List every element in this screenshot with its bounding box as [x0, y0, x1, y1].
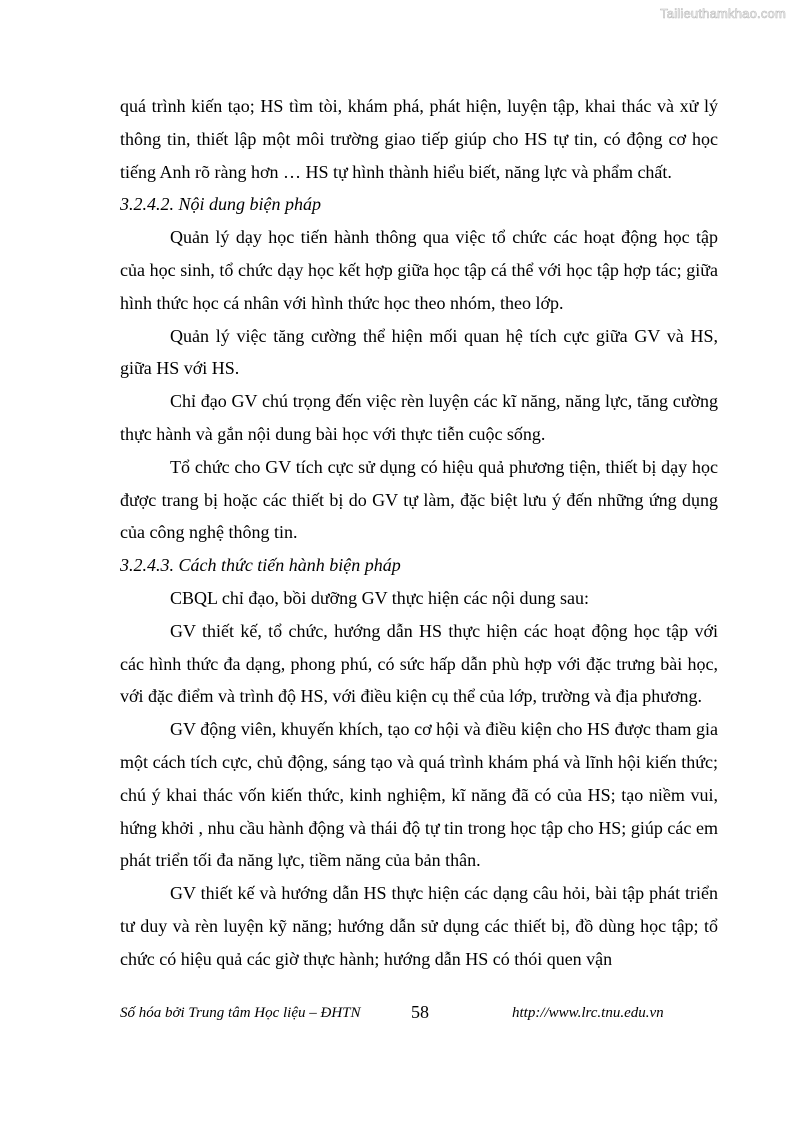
paragraph: GV thiết kế, tổ chức, hướng dẫn HS thực hiện các hoạt động học tập với các hình thức đa dạng, phong phú, có sức hấp dẫn phù hợp với đặc trưng bài học, với đặc điểm và trình độ HS, với điều kiện cụ thể của lớp, trường và địa phương. — [120, 620, 718, 707]
paragraph: Chỉ đạo GV chú trọng đến việc rèn luyện các kĩ năng, năng lực, tăng cường thực hành và gắn nội dung bài học với thực tiễn cuộc sống. — [120, 391, 718, 444]
paragraph: Quản lý dạy học tiến hành thông qua việc tổ chức các hoạt động học tập của học sinh, tổ chức dạy học kết hợp giữa học tập cá thể với học tập hợp tác; giữa hình thức học cá nhân với hình thức học theo nhóm, theo lớp. — [120, 227, 718, 313]
paragraph: CBQL chỉ đạo, bồi dưỡng GV thực hiện các nội dung sau: — [170, 587, 589, 608]
watermark-text: Tailieuthamkhao.com — [660, 6, 786, 21]
section-heading-3-2-4-3: 3.2.4.3. Cách thức tiến hành biện pháp — [120, 555, 401, 576]
footer-url: http://www.lrc.tnu.edu.vn — [512, 1005, 664, 1021]
paragraph: Tổ chức cho GV tích cực sử dụng có hiệu quả phương tiện, thiết bị dạy học được trang bị hoặc các thiết bị do GV tự làm, đặc biệt lưu ý đến những ứng dụng của công nghệ thông tin. — [120, 456, 718, 543]
page-number: 58 — [411, 1002, 429, 1022]
page-footer — [0, 1002, 794, 1026]
page-content — [120, 90, 718, 976]
paragraph: Quản lý việc tăng cường thể hiện mối quan hệ tích cực giữa GV và HS, giữa HS với HS. — [120, 325, 718, 379]
footer-digitized-by: Số hóa bởi Trung tâm Học liệu – ĐHTN — [120, 1005, 361, 1021]
section-heading-3-2-4-2: 3.2.4.2. Nội dung biện pháp — [120, 194, 321, 215]
paragraph: GV thiết kế và hướng dẫn HS thực hiện các dạng câu hỏi, bài tập phát triển tư duy và rèn luyện kỹ năng; hướng dẫn sử dụng các thiết bị, đồ dùng học tập; tổ chức có hiệu quả các giờ thực hành; hướng dẫn HS có thói quen vận — [120, 883, 718, 969]
paragraph: GV động viên, khuyến khích, tạo cơ hội và điều kiện cho HS được tham gia một cách tích cực, chủ động, sáng tạo và quá trình khám phá và lĩnh hội kiến thức; chú ý khai thác vốn kiến thức, kinh nghiệm, kĩ năng đã có của HS; tạo niềm vui, hứng khởi , nhu cầu hành động và thái độ tự tin trong học tập cho HS; giúp các em phát triển tối đa năng lực, tiềm năng của bản thân. — [120, 719, 718, 871]
paragraph-continuation: quá trình kiến tạo; HS tìm tòi, khám phá, phát hiện, luyện tập, khai thác và xử lý thông tin, thiết lập một môi trường giao tiếp giúp cho HS tự tin, có động cơ học tiếng Anh rõ ràng hơn … HS tự hình thành hiểu biết, năng lực và phẩm chất. — [120, 96, 718, 182]
